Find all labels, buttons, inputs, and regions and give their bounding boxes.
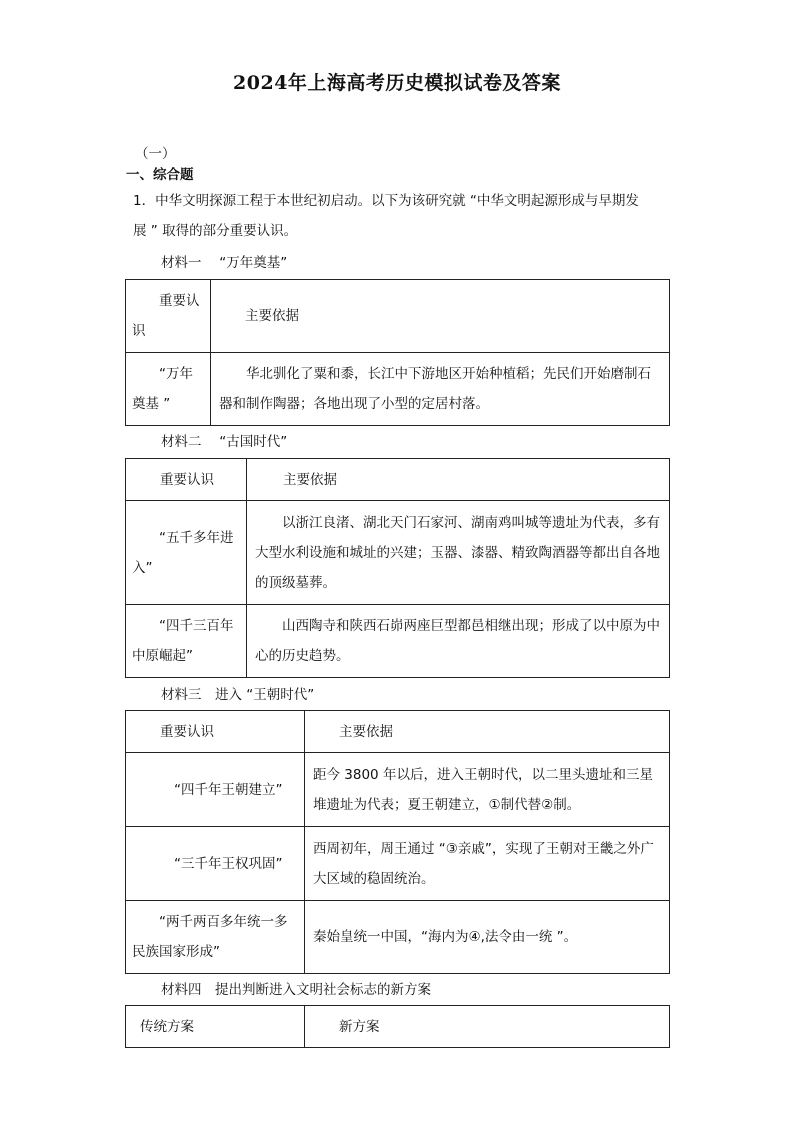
table-row: [126, 753, 670, 827]
table-row: [126, 605, 670, 678]
material-1-label: 材料一 “万年奠基”: [161, 255, 288, 271]
table-cell: 距今 3800 年以后，进入王朝时代，以二里头遗址和三星堆遗址为代表；夏王朝建立，①制代替②制。: [305, 753, 670, 827]
table-row: [126, 353, 670, 426]
material-4-table: [125, 1005, 670, 1048]
material-4-label: 材料四 提出判断进入文明社会标志的新方案: [161, 982, 431, 998]
section-heading: 一、综合题: [126, 167, 194, 183]
table-row: [126, 827, 670, 901]
table-cell: 以浙江良渚、湖北天门石家河、湖南鸡叫城等遗址为代表，多有大型水利设施和城址的兴建；玉器、漆器、精致陶酒器等都出自各地的顶级墓葬。: [247, 501, 670, 605]
table-cell: “五千多年进入”: [126, 501, 247, 605]
table-cell: “四千年王朝建立”: [126, 753, 305, 827]
material-3-label: 材料三 进入 “王朝时代”: [161, 687, 315, 703]
question-text-line-2: 展 ” 取得的部分重要认识。: [133, 223, 298, 239]
header-cell: 主要依据: [211, 280, 670, 353]
header-cell: 传统方案: [126, 1006, 305, 1048]
table-row: [126, 501, 670, 605]
header-cell: 重要认识: [126, 459, 247, 501]
header-cell: 新方案: [305, 1006, 670, 1048]
table-cell: 华北驯化了粟和黍，长江中下游地区开始种植稻；先民们开始磨制石器和制作陶器；各地出现了小型的定居村落。: [211, 353, 670, 426]
table-header-row: [126, 459, 670, 501]
section-number: （一）: [135, 146, 176, 162]
header-cell: 主要依据: [247, 459, 670, 501]
header-cell: 重要认识: [126, 711, 305, 753]
material-1-table: [125, 279, 670, 426]
table-cell: “万年奠基 ”: [126, 353, 211, 426]
table-cell: “三千年王权巩固”: [126, 827, 305, 901]
table-cell: “两千两百多年统一多民族国家形成”: [126, 901, 305, 974]
table-header-row: [126, 280, 670, 353]
question-text-line-1: 1．中华文明探源工程于本世纪初启动。以下为该研究就 “中华文明起源形成与早期发: [133, 193, 639, 209]
table-cell: 西周初年，周王通过 “③亲戚”，实现了王朝对王畿之外广大区域的稳固统治。: [305, 827, 670, 901]
table-row: [126, 901, 670, 974]
document-title: 2024年上海高考历史模拟试卷及答案: [233, 72, 561, 94]
material-3-table: [125, 710, 670, 974]
table-header-row: [126, 1006, 670, 1048]
header-cell: 重要认识: [126, 280, 211, 353]
header-cell: 主要依据: [305, 711, 670, 753]
material-2-label: 材料二 “古国时代”: [161, 434, 288, 450]
table-cell: 秦始皇统一中国，“海内为④,法令由一统 ”。: [305, 901, 670, 974]
material-2-table: [125, 458, 670, 678]
table-cell: 山西陶寺和陕西石峁两座巨型都邑相继出现；形成了以中原为中心的历史趋势。: [247, 605, 670, 678]
table-header-row: [126, 711, 670, 753]
table-cell: “四千三百年中原崛起”: [126, 605, 247, 678]
